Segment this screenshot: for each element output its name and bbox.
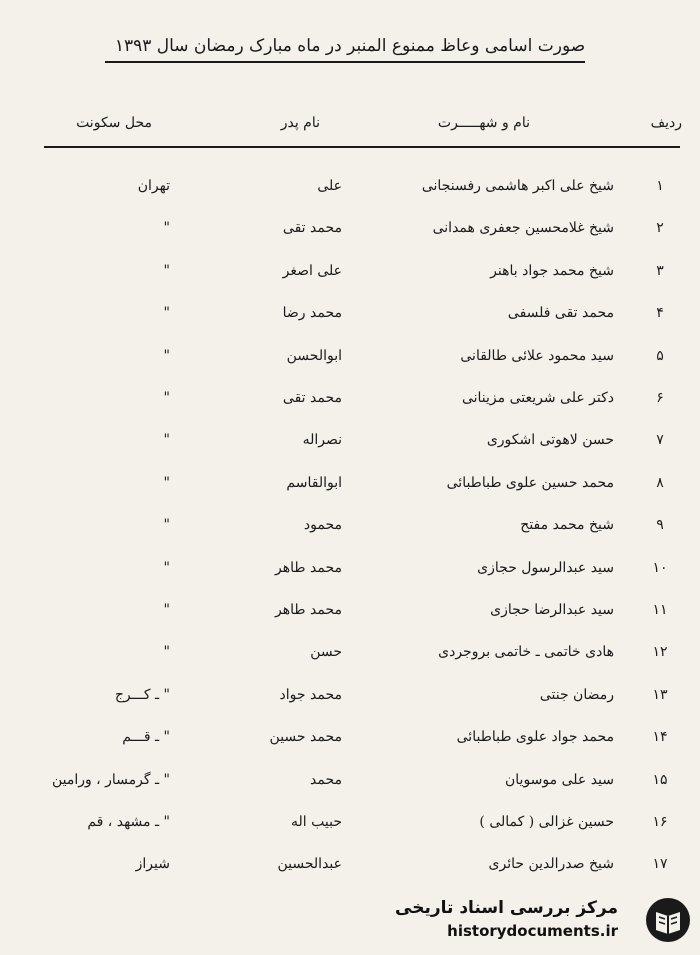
table-row (0, 770, 700, 812)
residence: تهران (137, 178, 170, 194)
header-divider (44, 146, 680, 148)
father-name: محمد تقی (282, 220, 342, 237)
residence: " ـ مشهد ، قم (87, 814, 170, 830)
father-name: نصراله (302, 432, 342, 449)
person-name: شیخ غلامحسین جعفری همدانی (432, 220, 614, 237)
father-name: محمد طاهر (275, 559, 342, 576)
person-name: حسین غزالی ( کمالی ) (479, 814, 614, 830)
row-number: ۱۶ (652, 814, 668, 830)
father-name: محمد (310, 771, 342, 788)
header-name: نام و شهـــــرت (437, 115, 530, 131)
residence: " (163, 262, 170, 279)
person-name: محمد تقی فلسفی (507, 305, 614, 322)
person-name: هادی خاتمی ـ خاتمی بروجردی (438, 644, 614, 661)
residence: شیراز (135, 856, 170, 873)
father-name: حبیب اله (291, 814, 342, 830)
row-number: ۱۴ (652, 729, 668, 746)
residence: " ـ گرمسار ، ورامین (51, 771, 170, 788)
person-name: شیخ صدرالدین حائری (488, 856, 614, 873)
row-number: ۱۰ (652, 559, 668, 576)
table-row (0, 727, 700, 769)
father-name: محمد حسین (269, 729, 342, 746)
row-number: ۱۱ (652, 602, 668, 618)
watermark-url: historydocuments.ir (447, 922, 618, 940)
table-row (0, 388, 700, 430)
father-name: علی (317, 178, 342, 194)
residence: " (163, 559, 170, 576)
row-number: ۲ (656, 220, 664, 237)
watermark-title: مرکز بررسی اسناد تاریخی (395, 898, 618, 918)
person-name: محمد جواد علوی طباطبائی (456, 729, 614, 746)
title-underline (105, 61, 585, 63)
person-name: دکتر علی شریعتی مزینانی (461, 390, 614, 406)
table-row (0, 303, 700, 345)
residence: " ـ قـــم (122, 729, 170, 746)
father-name: محمد جواد (279, 686, 342, 703)
residence: " (163, 390, 170, 406)
row-number: ۴ (656, 305, 664, 322)
table-row (0, 176, 700, 218)
person-name: سید عبدالرسول حجازی (477, 559, 614, 576)
father-name: محمد طاهر (275, 602, 342, 618)
table-row (0, 473, 700, 515)
row-number: ۸ (656, 474, 664, 491)
father-name: محمد تقی (282, 390, 342, 406)
residence: " (163, 474, 170, 491)
residence: " (163, 602, 170, 618)
row-number: ۱ (656, 178, 664, 194)
residence: " ـ کـــرج (114, 686, 170, 703)
residence: " (163, 347, 170, 364)
residence: " (163, 305, 170, 322)
header-father-name: نام پدر (280, 115, 320, 131)
table-row (0, 218, 700, 260)
table-row (0, 854, 700, 896)
table-row (0, 685, 700, 727)
row-number: ۱۵ (652, 771, 668, 788)
father-name: ابوالقاسم (286, 474, 342, 491)
person-name: شیخ محمد جواد باهنر (490, 262, 614, 279)
table-row (0, 346, 700, 388)
table-row (0, 642, 700, 684)
table-row (0, 558, 700, 600)
person-name: سید محمود علائی طالقانی (460, 347, 614, 364)
table-row (0, 812, 700, 854)
father-name: علی اصغر (282, 262, 342, 279)
person-name: حسن لاهوتی اشکوری (486, 432, 614, 449)
father-name: حسن (310, 644, 342, 661)
table-row (0, 430, 700, 472)
table-row (0, 600, 700, 642)
watermark (395, 892, 700, 950)
row-number: ۶ (656, 390, 664, 406)
row-number: ۵ (656, 347, 664, 364)
person-name: شیخ محمد مفتح (520, 517, 614, 534)
row-number: ۱۲ (652, 644, 668, 661)
table-row (0, 515, 700, 557)
row-number: ۳ (656, 262, 664, 279)
residence: " (163, 644, 170, 661)
residence: " (163, 220, 170, 237)
person-name: سید عبدالرضا حجازی (490, 602, 614, 618)
residence: " (163, 432, 170, 449)
row-number: ۱۷ (652, 856, 668, 873)
row-number: ۱۳ (652, 686, 668, 703)
table-row (0, 261, 700, 303)
header-residence: محل سکونت (76, 115, 152, 131)
book-logo-icon (644, 896, 692, 944)
person-name: سید علی موسویان (505, 771, 614, 788)
header-row-number: ردیف (650, 115, 682, 131)
father-name: محمد رضا (282, 305, 342, 322)
row-number: ۷ (656, 432, 664, 449)
father-name: عبدالحسین (277, 856, 342, 873)
person-name: رمضان جنتی (539, 686, 614, 703)
person-name: محمد حسین علوی طباطبائی (446, 474, 614, 491)
father-name: محمود (303, 517, 342, 534)
father-name: ابوالحسن (286, 347, 342, 364)
person-name: شیخ علی اکبر هاشمی رفسنجانی (421, 178, 614, 194)
row-number: ۹ (656, 517, 664, 534)
document-title: صورت اسامی وعاظ ممنوع المنبر در ماه مبارک رمضان سال ۱۳۹۳ (114, 36, 586, 56)
residence: " (163, 517, 170, 534)
